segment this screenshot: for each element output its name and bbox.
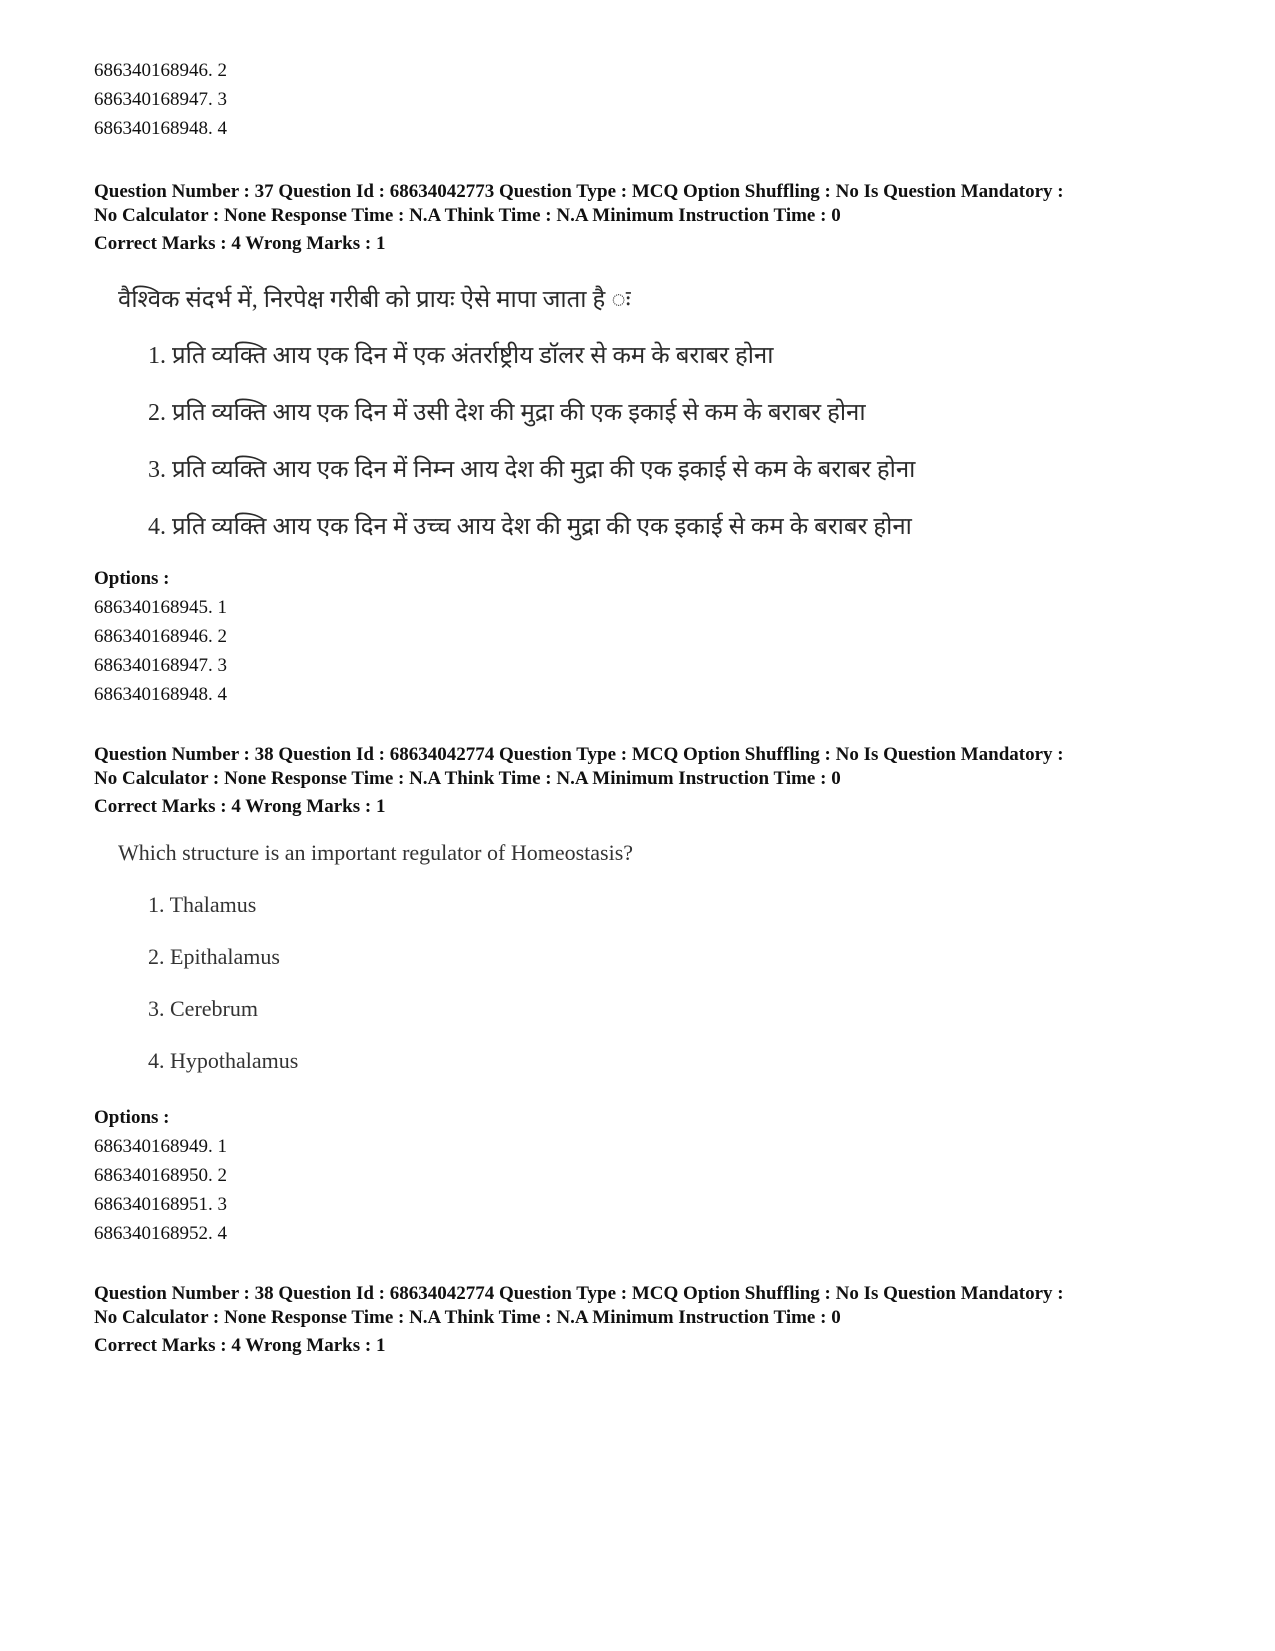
question-header-37 xyxy=(94,180,1064,256)
option-line: 686340168946. 2 xyxy=(94,60,227,81)
question-meta-line: No Calculator : None Response Time : N.A Think Time : N.A Minimum Instruction Time : 0 xyxy=(94,768,841,789)
options-list-38 xyxy=(94,1103,227,1248)
question-choice: 2. Epithalamus xyxy=(148,944,280,969)
question-meta-line: Question Number : 38 Question Id : 68634042774 Question Type : MCQ Option Shuffling : No Is Question Mandatory : xyxy=(94,744,1064,765)
option-line: 686340168948. 4 xyxy=(94,684,227,705)
question-meta-line: No Calculator : None Response Time : N.A Think Time : N.A Minimum Instruction Time : 0 xyxy=(94,205,841,226)
question-header-38-repeat xyxy=(94,1282,1064,1358)
question-body-37 xyxy=(118,282,915,549)
question-stem: Which structure is an important regulator of Homeostasis? xyxy=(118,840,634,865)
question-choice: 2. प्रति व्यक्ति आय एक दिन में उसी देश की मुद्रा की एक इकाई से कम के बराबर होना xyxy=(148,400,866,426)
question-meta-line: Question Number : 37 Question Id : 68634042773 Question Type : MCQ Option Shuffling : No Is Question Mandatory : xyxy=(94,181,1064,202)
option-line: 686340168945. 1 xyxy=(94,597,227,618)
options-label: Options : xyxy=(94,568,170,589)
option-line: 686340168947. 3 xyxy=(94,655,227,676)
question-choice: 3. Cerebrum xyxy=(148,996,258,1021)
question-body-38 xyxy=(118,840,633,1084)
option-line: 686340168951. 3 xyxy=(94,1194,227,1215)
question-meta-line: Question Number : 38 Question Id : 68634042774 Question Type : MCQ Option Shuffling : No Is Question Mandatory : xyxy=(94,1283,1064,1304)
option-line: 686340168950. 2 xyxy=(94,1165,227,1186)
question-choice: 1. Thalamus xyxy=(148,892,257,917)
option-line: 686340168952. 4 xyxy=(94,1223,227,1244)
option-line: 686340168949. 1 xyxy=(94,1136,227,1157)
options-list-37 xyxy=(94,564,227,709)
question-meta-line: No Calculator : None Response Time : N.A Think Time : N.A Minimum Instruction Time : 0 xyxy=(94,1307,841,1328)
question-choice: 1. प्रति व्यक्ति आय एक दिन में एक अंतर्राष्ट्रीय डॉलर से कम के बराबर होना xyxy=(148,343,774,369)
question-choice: 4. प्रति व्यक्ति आय एक दिन में उच्च आय देश की मुद्रा की एक इकाई से कम के बराबर होना xyxy=(148,514,912,540)
question-choice: 4. Hypothalamus xyxy=(148,1048,299,1073)
question-marks: Correct Marks : 4 Wrong Marks : 1 xyxy=(94,1335,386,1356)
options-label: Options : xyxy=(94,1107,170,1128)
previous-options-list xyxy=(94,56,227,143)
option-line: 686340168948. 4 xyxy=(94,118,227,139)
option-line: 686340168946. 2 xyxy=(94,626,227,647)
question-header-38 xyxy=(94,743,1064,819)
question-marks: Correct Marks : 4 Wrong Marks : 1 xyxy=(94,233,386,254)
question-choice: 3. प्रति व्यक्ति आय एक दिन में निम्न आय देश की मुद्रा की एक इकाई से कम के बराबर होना xyxy=(148,457,916,483)
question-marks: Correct Marks : 4 Wrong Marks : 1 xyxy=(94,796,386,817)
option-line: 686340168947. 3 xyxy=(94,89,227,110)
question-stem: वैश्विक संदर्भ में, निरपेक्ष गरीबी को प्रायः ऐसे मापा जाता है ः xyxy=(118,287,631,313)
